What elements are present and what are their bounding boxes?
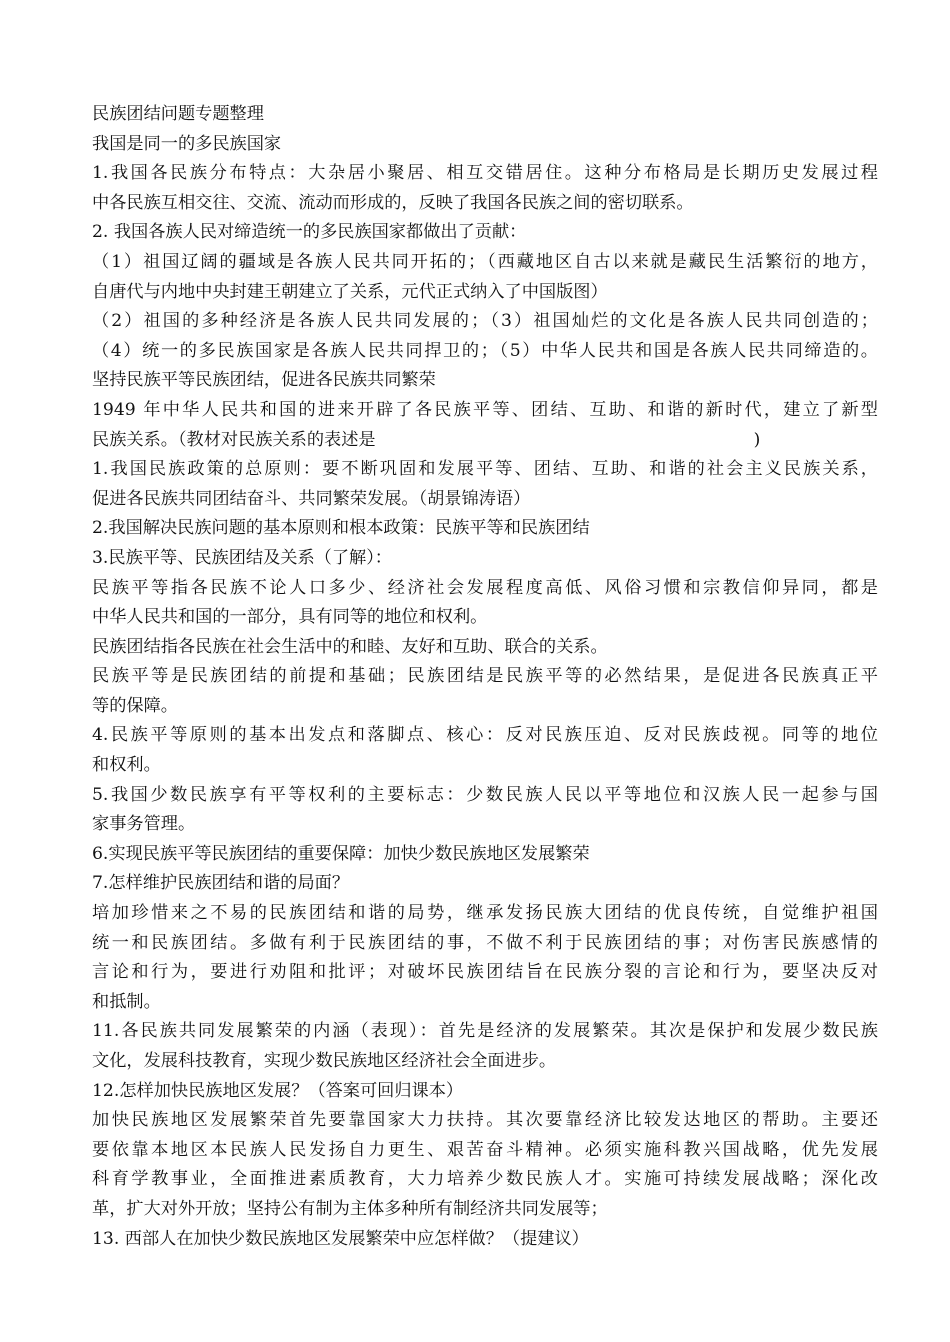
text-fragment: ) <box>753 429 761 450</box>
section-heading: 坚持民族平等民族团结，促进各民族共同繁荣 <box>92 370 436 391</box>
text-line: 1.我国各民族分布特点：大杂居小聚居、相互交错居住。这种分布格局是长期历史发展过程 <box>92 163 878 184</box>
text-line: 家事务管理。 <box>92 814 196 835</box>
text-line: 培加珍惜来之不易的民族团结和谐的局势，继承发扬民族大团结的优良传统，自觉维护祖国 <box>92 903 878 924</box>
text-line: 2.我国解决民族问题的基本原则和根本政策：民族平等和民族团结 <box>92 518 590 539</box>
text-line: 中各民族互相交往、交流、流动而形成的，反映了我国各民族之间的密切联系。 <box>92 192 694 213</box>
text-line: 革，扩大对外开放；坚持公有制为主体多种所有制经济共同发展等； <box>92 1198 608 1219</box>
text-line: 科育学教事业，全面推进素质教育，大力培养少数民族人才。实施可持续发展战略；深化改 <box>92 1169 878 1190</box>
text-line-with-blank <box>92 426 878 456</box>
text-line: 7.怎样维护民族团结和谐的局面？ <box>92 873 350 894</box>
text-line: 5.我国少数民族享有平等权利的主要标志：少数民族人民以平等地位和汉族人民一起参与国 <box>92 784 878 805</box>
text-line: 3.民族平等、民族团结及关系（了解）： <box>92 547 392 568</box>
text-line: 言论和行为，要进行劝阻和批评；对破坏民族团结旨在民族分裂的言论和行为，要坚决反对 <box>92 962 878 983</box>
text-line: 文化，发展科技教育，实现少数民族地区经济社会全面进步。 <box>92 1051 557 1071</box>
document-page <box>92 100 878 1254</box>
text-line: 和抵制。 <box>92 991 161 1012</box>
document-title: 民族团结问题专题整理 <box>92 104 264 124</box>
text-line: 民族团结指各民族在社会生活中的和睦、友好和互助、联合的关系。 <box>92 636 608 657</box>
text-line: （4）统一的多民族国家是各族人民共同捍卫的；（5）中华人民共和国是各族人民共同缔造的。 <box>92 340 878 361</box>
text-line: 自唐代与内地中央封建王朝建立了关系，元代正式纳入了中国版图） <box>92 281 608 302</box>
text-line: 和权利。 <box>92 755 161 776</box>
text-line: 1949 年中华人民共和国的进来开辟了各民族平等、团结、互助、和谐的新时代，建立了新型 <box>92 399 878 420</box>
text-line: （1）祖国辽阔的疆域是各族人民共同开拓的；（西藏地区自古以来就是藏民生活繁衍的地方， <box>92 251 878 272</box>
text-line: 1.我国民族政策的总原则：要不断巩固和发展平等、团结、互助、和谐的社会主义民族关系， <box>92 459 878 480</box>
text-line: 加快民族地区发展繁荣首先要靠国家大力扶持。其次要靠经济比较发达地区的帮助。主要还 <box>92 1110 878 1131</box>
text-line: 2. 我国各族人民对缔造统一的多民族国家都做出了贡献： <box>92 222 527 243</box>
text-line: 统一和民族团结。多做有利于民族团结的事，不做不利于民族团结的事；对伤害民族感情的 <box>92 932 878 953</box>
text-line: 民族平等指各民族不论人口多少、经济社会发展程度高低、风俗习惯和宗教信仰异同，都是 <box>92 577 878 598</box>
text-line: 民族平等是民族团结的前提和基础；民族团结是民族平等的必然结果，是促进各民族真正平 <box>92 666 878 687</box>
text-line: 6.实现民族平等民族团结的重要保障：加快少数民族地区发展繁荣 <box>92 843 590 864</box>
text-line: 13. 西部人在加快少数民族地区发展繁荣中应怎样做？（提建议） <box>92 1228 589 1249</box>
text-line: 要依靠本地区本民族人民发扬自力更生、艰苦奋斗精神。必须实施科教兴国战略，优先发展 <box>92 1139 878 1160</box>
text-line: 促进各民族共同团结奋斗、共同繁荣发展。（胡景锦涛语） <box>92 488 531 509</box>
text-line: 12.怎样加快民族地区发展？（答案可回归课本） <box>92 1080 464 1101</box>
section-heading: 我国是同一的多民族国家 <box>92 133 282 154</box>
text-line: 中华人民共和国的一部分，具有同等的地位和权利。 <box>92 607 488 628</box>
text-line: 等的保障。 <box>92 695 178 716</box>
text-line: （2）祖国的多种经济是各族人民共同发展的；（3）祖国灿烂的文化是各族人民共同创造的； <box>92 311 878 332</box>
text-fragment: 民族关系。（教材对民族关系的表述是 <box>92 429 376 450</box>
text-line: 4.民族平等原则的基本出发点和落脚点、核心：反对民族压迫、反对民族歧视。同等的地位 <box>92 725 878 746</box>
text-line: 11.各民族共同发展繁荣的内涵（表现）：首先是经济的发展繁荣。其次是保护和发展少数民族 <box>92 1021 878 1042</box>
